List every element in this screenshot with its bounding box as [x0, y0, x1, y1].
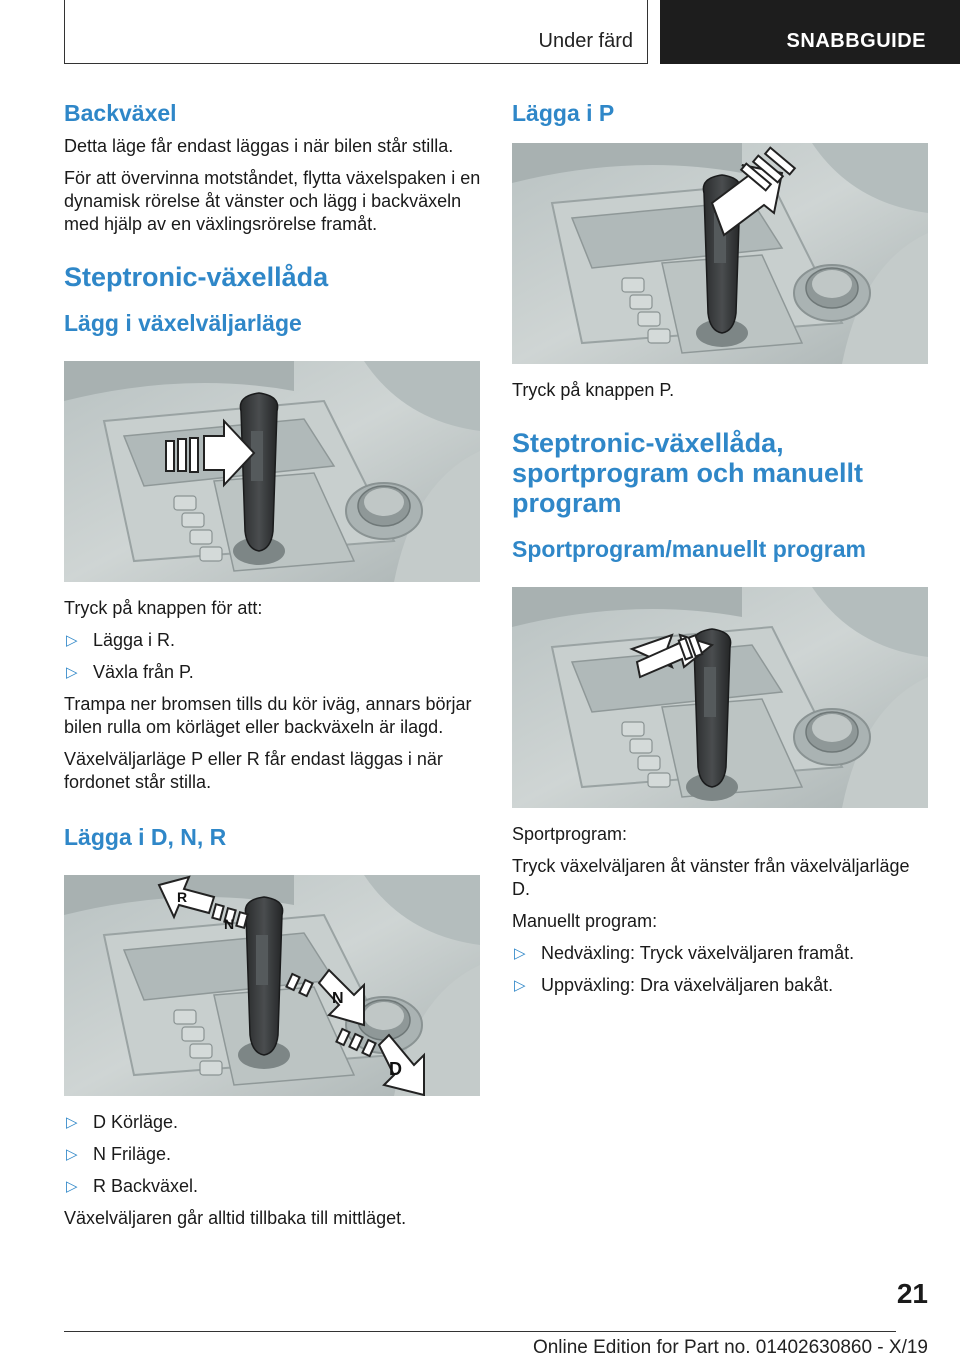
label-d: D	[389, 1059, 402, 1079]
bullet-triangle-icon: ▷	[66, 1146, 78, 1163]
backvaxel-paragraph-1: Detta läge får endast läggas i när bilen står stilla.	[64, 136, 454, 156]
bullet-triangle-icon: ▷	[66, 1114, 78, 1131]
backvaxel-heading: Backväxel	[64, 100, 177, 126]
p-heading: Lägga i P	[512, 100, 615, 126]
bullet-triangle-icon: ▷	[514, 945, 526, 962]
lagg-heading: Lägg i växelväljarläge	[64, 310, 302, 336]
manual-list	[512, 942, 930, 997]
bullet-triangle-icon: ▷	[514, 977, 526, 994]
list-item: ▷ R Backväxel.	[66, 1176, 199, 1196]
sport-heading: Steptronic-växellåda, sportprogram och manuellt program	[512, 428, 864, 518]
list-item: ▷ Lägga i R.	[66, 630, 176, 650]
chapter-title: Under färd	[538, 30, 633, 52]
figure-dnr-illustration	[64, 875, 480, 1096]
footer-edition: Online Edition for Part no. 01402630860 - X/19	[532, 1337, 928, 1358]
dnr-list	[64, 1111, 482, 1198]
header-section-box	[660, 0, 960, 64]
label-n-lower: N	[332, 990, 344, 1007]
bullet-triangle-icon: ▷	[66, 1178, 78, 1195]
figure-lever-button-illustration	[64, 361, 480, 582]
bullet-triangle-icon: ▷	[66, 632, 78, 649]
dnr-heading: Lägga i D, N, R	[64, 824, 227, 850]
list-item: ▷ N Friläge.	[66, 1144, 172, 1164]
label-n-upper: N	[224, 916, 235, 932]
sport-subheading: Sportprogram/manuellt program	[512, 536, 866, 562]
footer-divider	[64, 1331, 896, 1332]
figure-sport-illustration	[512, 587, 928, 808]
section-title: SNABBGUIDE	[786, 30, 926, 52]
p-paragraph: Tryck på knappen P.	[512, 380, 675, 400]
selector-paragraph: Växelväljarläge P eller R får endast läggas i när fordonet står stilla.	[64, 749, 443, 792]
sport-label: Sportprogram:	[512, 824, 628, 844]
list-item: ▷ Uppväxling: Dra växelväljaren bakåt.	[514, 975, 834, 995]
list-item: ▷ D Körläge.	[66, 1112, 179, 1132]
label-r: R	[177, 889, 188, 905]
press-list	[64, 629, 482, 684]
bullet-triangle-icon: ▷	[66, 664, 78, 681]
page-number: 21	[896, 1278, 928, 1309]
steptronic-heading: Steptronic-växellåda	[64, 262, 329, 292]
press-intro: Tryck på knappen för att:	[64, 598, 263, 618]
list-item: ▷ Växla från P.	[66, 662, 194, 682]
list-item: ▷ Nedväxling: Tryck växelväljaren framåt.	[514, 943, 855, 963]
figure-p-button-illustration	[512, 143, 928, 364]
sport-paragraph: Tryck växelväljaren åt vänster från växelväljarläge D.	[512, 856, 910, 899]
return-paragraph: Växelväljaren går alltid tillbaka till mittläget.	[64, 1208, 407, 1228]
left-column	[64, 100, 482, 1239]
right-column	[512, 100, 930, 1006]
manual-label: Manuellt program:	[512, 911, 658, 931]
brake-paragraph: Trampa ner bromsen tills du kör iväg, annars börjar bilen rulla om körläget eller backväxeln är ilagd.	[64, 694, 472, 737]
header-chapter-box	[64, 0, 648, 64]
backvaxel-paragraph-2: För att övervinna motståndet, flytta växelspaken i en dynamisk rörelse åt vänster och lägg i backväxeln med hjälp av en växlingsrörelse framåt.	[64, 168, 481, 234]
